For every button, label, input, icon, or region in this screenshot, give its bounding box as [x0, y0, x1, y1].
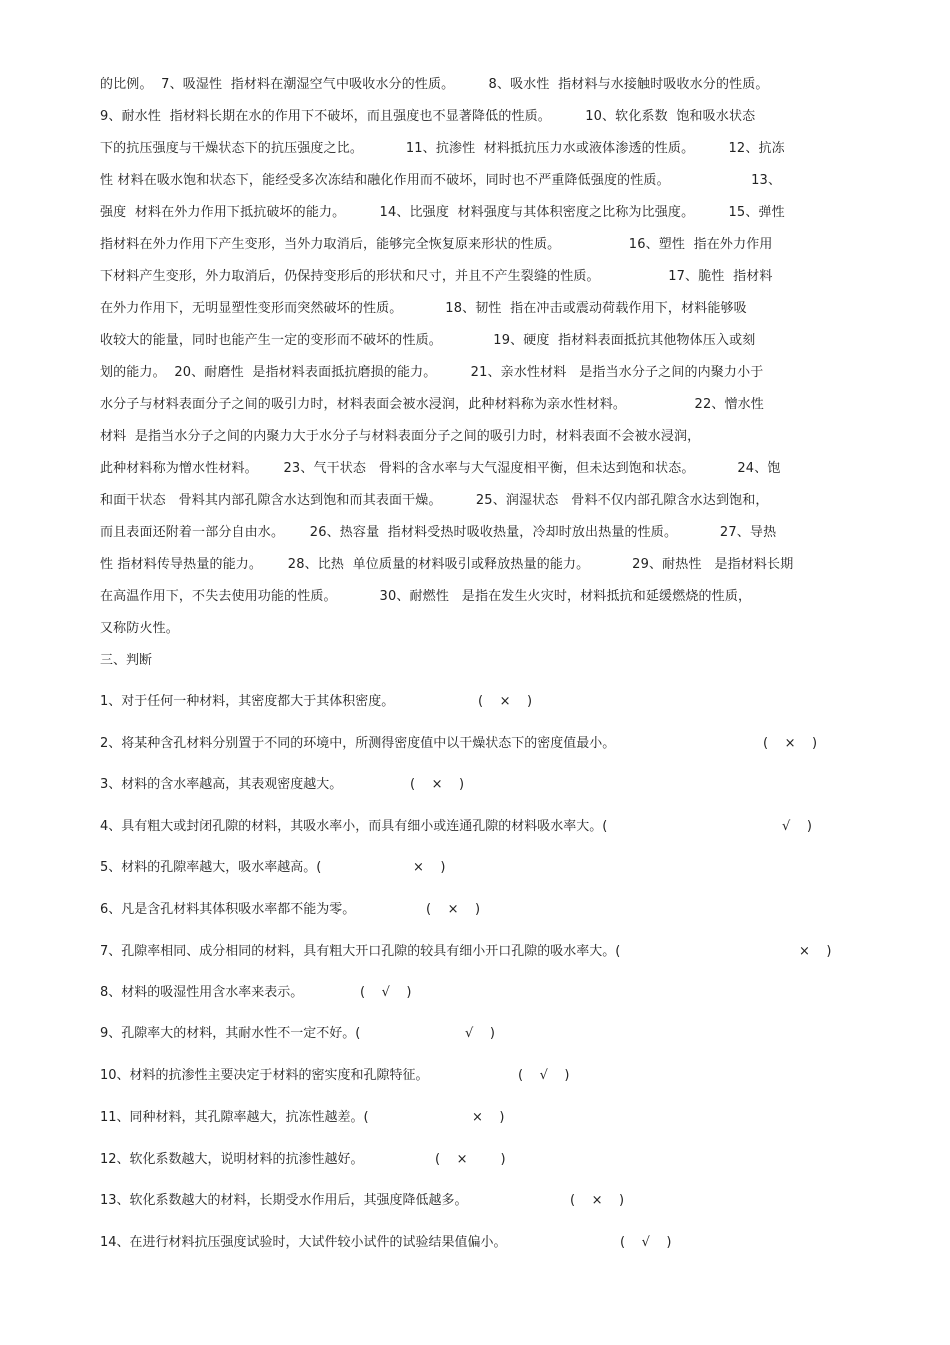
definition-line: 指材料在外力作用下产生变形，当外力取消后，能够完全恢复原来形状的性质。 16、塑性 指在外力作用 [100, 237, 773, 252]
question-text: 14、在进行材料抗压强度试验时，大试件较小试件的试验结果值偏小。 [100, 1235, 507, 1250]
answer-mark: ( × ) [570, 1193, 625, 1208]
answer-mark: ( × ) [478, 694, 533, 709]
question-text: 6、凡是含孔材料其体积吸水率都不能为零。 [100, 902, 356, 917]
answer-mark: × ) [799, 944, 832, 959]
question-text: 12、软化系数越大，说明材料的抗渗性越好。 [100, 1152, 364, 1167]
definition-line: 水分子与材料表面分子之间的吸引力时，材料表面会被水浸润，此种材料称为亲水性材料。 22、憎水性 [100, 397, 764, 412]
question-text: 3、材料的含水率越高，其表观密度越大。 [100, 777, 343, 792]
definition-line: 而且表面还附着一部分自由水。 26、热容量 指材料受热时吸收热量，冷却时放出热量的性质。 27、导热 [100, 525, 777, 540]
section-title-judgment: 三、判断 [100, 653, 153, 668]
definition-line: 的比例。 7、吸湿性 指材料在潮湿空气中吸收水分的性质。 8、吸水性 指材料与水接触时吸收水分的性质。 [100, 77, 769, 92]
definition-line: 划的能力。 20、耐磨性 是指材料表面抵抗磨损的能力。 21、亲水性材料 是指当水分子之间的内聚力小于 [100, 365, 764, 380]
definition-line: 又称防火性。 [100, 621, 179, 636]
definition-line: 收较大的能量，同时也能产生一定的变形而不破坏的性质。 19、硬度 指材料表面抵抗其他物体压入或刻 [100, 333, 756, 348]
question-text: 4、具有粗大或封闭孔隙的材料，其吸水率小，而具有细小或连通孔隙的材料吸水率大。( [100, 819, 608, 834]
question-text: 8、材料的吸湿性用含水率来表示。 [100, 985, 304, 1000]
answer-mark: ( × ) [435, 1152, 506, 1167]
question-text: 10、材料的抗渗性主要决定于材料的密实度和孔隙特征。 [100, 1068, 429, 1083]
question-text: 9、孔隙率大的材料，其耐水性不一定不好。( [100, 1026, 361, 1041]
answer-mark: ( √ ) [360, 985, 412, 1000]
definition-line: 和面干状态 骨料其内部孔隙含水达到饱和而其表面干燥。 25、润湿状态 骨料不仅内部孔隙含水达到饱和， [100, 493, 769, 508]
definition-line: 9、耐水性 指材料长期在水的作用下不破坏，而且强度也不显著降低的性质。 10、软化系数 饱和吸水状态 [100, 109, 756, 124]
answer-mark: ( √ ) [620, 1235, 672, 1250]
answer-mark: × ) [472, 1110, 505, 1125]
answer-mark: × ) [413, 860, 446, 875]
definition-line: 在外力作用下，无明显塑性变形而突然破坏的性质。 18、韧性 指在冲击或震动荷载作用下，材料能够吸 [100, 301, 747, 316]
question-text: 1、对于任何一种材料，其密度都大于其体积密度。 [100, 694, 395, 709]
answer-mark: ( × ) [426, 902, 481, 917]
question-text: 5、材料的孔隙率越大，吸水率越高。( [100, 860, 322, 875]
definition-line: 性 指材料传导热量的能力。 28、比热 单位质量的材料吸引或释放热量的能力。 29、耐热性 是指材料长期 [100, 557, 794, 572]
question-text: 2、将某种含孔材料分别置于不同的环境中，所测得密度值中以干燥状态下的密度值最小。 [100, 736, 616, 751]
answer-mark: ( √ ) [518, 1068, 570, 1083]
answer-mark: √ ) [465, 1026, 495, 1041]
answer-mark: ( × ) [410, 777, 465, 792]
definition-line: 强度 材料在外力作用下抵抗破坏的能力。 14、比强度 材料强度与其体积密度之比称为比强度。 15、弹性 [100, 205, 785, 220]
definition-line: 材料 是指当水分子之间的内聚力大于水分子与材料表面分子之间的吸引力时，材料表面不会被水浸润， [100, 429, 701, 444]
definition-line: 性 材料在吸水饱和状态下，能经受多次冻结和融化作用而不破坏，同时也不严重降低强度的性质。 13、 [100, 173, 782, 188]
answer-mark: ( × ) [763, 736, 818, 751]
definition-line: 此种材料称为憎水性材料。 23、气干状态 骨料的含水率与大气湿度相平衡，但未达到饱和状态。 24、饱 [100, 461, 781, 476]
question-text: 11、同种材料，其孔隙率越大，抗冻性越差。( [100, 1110, 369, 1125]
question-text: 7、孔隙率相同、成分相同的材料，具有粗大开口孔隙的较具有细小开口孔隙的吸水率大。( [100, 944, 621, 959]
definition-line: 下的抗压强度与干燥状态下的抗压强度之比。 11、抗渗性 材料抵抗压力水或液体渗透的性质。 12、抗冻 [100, 141, 785, 156]
answer-mark: √ ) [782, 819, 812, 834]
definition-line: 下材料产生变形，外力取消后，仍保持变形后的形状和尺寸，并且不产生裂缝的性质。 17、脆性 指材料 [100, 269, 773, 284]
definition-line: 在高温作用下，不失去使用功能的性质。 30、耐燃性 是指在发生火灾时，材料抵抗和延缓燃烧的性质， [100, 589, 752, 604]
question-text: 13、软化系数越大的材料，长期受水作用后，其强度降低越多。 [100, 1193, 468, 1208]
